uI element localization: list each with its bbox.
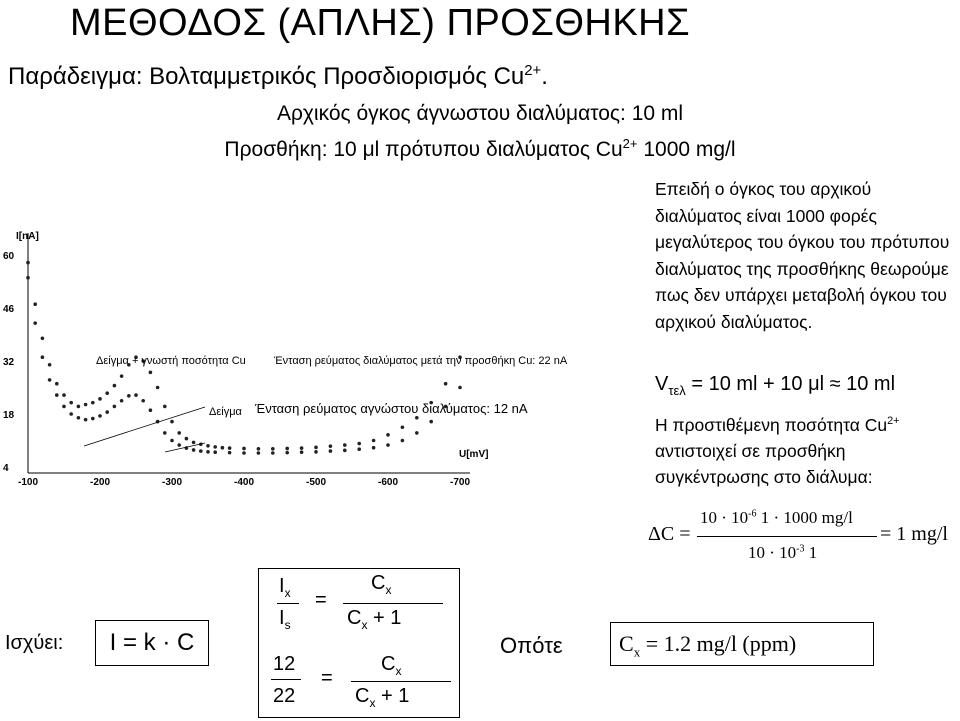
y-tick-label: 18 xyxy=(3,410,15,421)
sample-label: Δείγμα xyxy=(209,406,242,418)
ratio1-equals: = xyxy=(315,589,327,611)
result-c: C xyxy=(619,631,634,656)
data-point xyxy=(213,450,217,454)
data-point xyxy=(105,410,109,414)
data-point xyxy=(192,448,196,452)
r2-den-c-letter: C xyxy=(355,685,370,707)
data-point xyxy=(62,405,66,409)
data-point xyxy=(98,397,102,401)
data-point xyxy=(156,386,160,390)
slide-subtitle xyxy=(8,56,548,92)
dc-num-base: 10 · 10 xyxy=(700,508,749,527)
initial-volume-line: Αρχικός όγκος άγνωστου διαλύματος: 10 ml xyxy=(276,102,684,125)
ix-letter: I xyxy=(279,575,285,597)
data-point xyxy=(185,437,189,441)
data-point xyxy=(55,382,59,386)
data-point xyxy=(91,401,95,405)
spiked-label: Δείγμα + γνωστή ποσότητα Cu xyxy=(96,355,246,367)
data-point xyxy=(113,405,117,409)
data-point xyxy=(372,446,376,450)
data-point xyxy=(62,393,66,397)
data-point xyxy=(33,302,37,306)
delta-c-lhs: ΔC = xyxy=(648,523,691,545)
data-point xyxy=(199,449,203,453)
sample-leader-line xyxy=(165,443,205,452)
y-axis-label: I[nA] xyxy=(16,231,39,242)
den-c-sub: x xyxy=(361,618,368,632)
added-post: αντιστοιχεί σε προσθήκη συγκέντρωσης στο διάλυμα: xyxy=(655,440,873,487)
cx-denominator xyxy=(347,607,401,632)
data-point xyxy=(357,447,361,451)
data-point xyxy=(271,447,275,451)
data-point xyxy=(113,384,117,388)
dc-den-exp: -3 xyxy=(796,543,805,555)
ratio1-right-bar xyxy=(343,603,443,604)
den-c-letter: C xyxy=(347,607,362,629)
data-point xyxy=(415,416,419,420)
subtitle-superscript: 2+ xyxy=(524,63,542,79)
data-point xyxy=(163,405,167,409)
data-point xyxy=(285,451,289,455)
data-point xyxy=(386,433,390,437)
data-point xyxy=(84,403,88,407)
y-tick-label: 32 xyxy=(3,357,15,368)
dc-num-rest: 1 · 1000 mg/l xyxy=(756,508,853,527)
data-point xyxy=(120,399,124,403)
x-tick-label: -100 xyxy=(18,477,39,488)
addition-line-post: 1000 mg/l xyxy=(637,138,736,161)
ratio1-left-bar xyxy=(277,603,299,604)
data-point xyxy=(48,363,52,367)
data-point xyxy=(329,444,333,448)
data-point xyxy=(77,416,81,420)
r2-den-one: 1 xyxy=(398,685,410,707)
data-point xyxy=(386,443,390,447)
data-point xyxy=(228,446,232,450)
data-point xyxy=(415,431,419,435)
data-point xyxy=(41,336,45,340)
added-pre: Η προστιθέμενη ποσότητα Cu xyxy=(655,414,888,435)
data-point xyxy=(134,393,138,397)
vtel-v: V xyxy=(655,373,669,395)
explanation-text: Επειδή ο όγκος του αρχικού διαλύματος είναι 1000 φορές μεγαλύτερος του όγκου του πρότυπου διαλύματος της προσθήκης θεωρούμε πως δεν υπάρχει μεταβολή όγκου του αρχικού διαλύματος. xyxy=(655,179,950,332)
is-sub: s xyxy=(284,618,291,632)
data-point xyxy=(257,447,261,451)
delta-c-result: = 1 mg/l xyxy=(880,523,948,545)
data-point xyxy=(127,394,131,398)
data-point xyxy=(33,321,37,325)
data-point xyxy=(458,386,462,390)
data-point xyxy=(170,420,174,424)
slide-title: ΜΕΘΟΔΟΣ (ΑΠΛΗΣ) ΠΡΟΣΘΗΚΗΣ xyxy=(70,2,691,44)
cx-sub: x xyxy=(385,583,392,597)
data-point xyxy=(300,446,304,450)
ratio2-right-bar xyxy=(351,681,451,682)
y-tick-label: 46 xyxy=(3,304,15,315)
data-point xyxy=(26,276,30,280)
r2-cx-sub: x xyxy=(395,664,402,678)
spiked-current-annotation: Ένταση ρεύματος διαλύματος μετά την προσθήκη Cu: 22 nA xyxy=(274,355,568,367)
holds-label: Ισχύει: xyxy=(5,632,64,654)
data-point xyxy=(105,391,109,395)
y-tick-label: 4 xyxy=(3,463,9,474)
ratio2-equals: = xyxy=(321,667,333,689)
addition-line-pre: Προσθήκη: 10 μl πρότυπου διαλύματος Cu xyxy=(224,138,623,161)
data-point xyxy=(206,450,210,454)
added-amount-text xyxy=(655,408,960,490)
y-tick-label: 60 xyxy=(3,251,15,262)
result-sub: x xyxy=(633,644,641,660)
delta-c-numerator xyxy=(700,508,853,528)
voltammogram-chart xyxy=(0,215,650,500)
therefore-label: Οπότε xyxy=(500,633,563,658)
ratio2-left-bar xyxy=(271,679,301,680)
data-point xyxy=(163,431,167,435)
data-point xyxy=(314,446,318,450)
result-rest: = 1.2 mg/l (ppm) xyxy=(640,631,797,656)
data-point xyxy=(69,401,73,405)
data-point xyxy=(429,420,433,424)
x-axis-label: U[mV] xyxy=(459,449,489,460)
data-point xyxy=(192,441,196,445)
cx-letter: C xyxy=(371,572,386,594)
r2-den-plus: + xyxy=(381,685,393,707)
x-tick-label: -500 xyxy=(306,477,327,488)
data-point xyxy=(149,371,153,375)
x-tick-label: -700 xyxy=(450,477,471,488)
data-point xyxy=(343,449,347,453)
data-point xyxy=(300,450,304,454)
data-point xyxy=(170,439,174,443)
data-point xyxy=(98,414,102,418)
den-one: 1 xyxy=(390,607,402,629)
x-tick-label: -300 xyxy=(162,477,183,488)
data-point xyxy=(177,431,181,435)
dc-den-base: 10 · 10 xyxy=(748,543,797,562)
result-box xyxy=(610,622,874,666)
vtel-rest: = 10 ml + 10 μl ≈ 10 ml xyxy=(685,373,896,395)
subtitle-text: Παράδειγμα: Βολταμμετρικός Προσδιορισμός Cu xyxy=(8,63,525,90)
data-point xyxy=(343,443,347,447)
subtitle-end: . xyxy=(541,63,548,90)
data-point xyxy=(314,450,318,454)
data-point xyxy=(26,261,30,265)
data-point xyxy=(221,446,225,450)
data-point xyxy=(372,439,376,443)
r2-cx-letter: C xyxy=(381,653,396,675)
data-point xyxy=(91,417,95,421)
data-point xyxy=(401,439,405,443)
data-point xyxy=(120,374,124,378)
data-point xyxy=(242,451,246,455)
data-point xyxy=(357,442,361,446)
data-point xyxy=(271,451,275,455)
cx-numerator xyxy=(371,572,391,597)
ix-symbol xyxy=(279,575,291,600)
delta-c-fraction-bar xyxy=(697,536,877,537)
ix-sub: x xyxy=(284,586,291,600)
r2-den-c-sub: x xyxy=(369,696,376,710)
data-point xyxy=(242,447,246,451)
final-volume-equation xyxy=(655,373,895,398)
ratio2-numerator: 12 xyxy=(273,653,296,675)
addition-line-sup: 2+ xyxy=(622,136,638,151)
data-point xyxy=(84,418,88,422)
ratio2-cx-denominator xyxy=(355,685,409,710)
data-point xyxy=(77,405,81,409)
data-point xyxy=(444,382,448,386)
data-point xyxy=(206,444,210,448)
x-tick-label: -200 xyxy=(90,477,111,488)
data-point xyxy=(141,399,145,403)
data-point xyxy=(228,451,232,455)
sample-current-annotation: Ένταση ρεύματος αγνώστου διαλύματος: 12 nA xyxy=(255,401,528,416)
added-sup: 2+ xyxy=(887,415,900,427)
data-point xyxy=(41,355,45,359)
x-tick-label: -400 xyxy=(234,477,255,488)
data-point xyxy=(213,445,217,449)
data-point xyxy=(177,443,181,447)
data-point xyxy=(149,408,153,412)
data-point xyxy=(285,447,289,451)
delta-c-denominator xyxy=(748,543,817,563)
data-point xyxy=(48,378,52,382)
x-tick-label: -600 xyxy=(378,477,399,488)
dc-num-exp: -6 xyxy=(748,508,757,520)
vtel-subscript: τελ xyxy=(668,383,686,398)
proportionality-law: I = k · C xyxy=(95,620,209,666)
ratio2-denominator: 22 xyxy=(273,685,296,707)
ratio2-cx-numerator xyxy=(381,653,401,678)
data-point xyxy=(329,449,333,453)
den-plus: + xyxy=(373,607,385,629)
dc-den-rest: 1 xyxy=(804,543,818,562)
addition-line xyxy=(0,131,960,163)
is-letter: I xyxy=(279,607,285,629)
data-point xyxy=(69,412,73,416)
data-point xyxy=(401,425,405,429)
ratio-box xyxy=(258,568,460,718)
data-point xyxy=(55,393,59,397)
data-point xyxy=(257,451,261,455)
is-symbol xyxy=(279,607,291,632)
